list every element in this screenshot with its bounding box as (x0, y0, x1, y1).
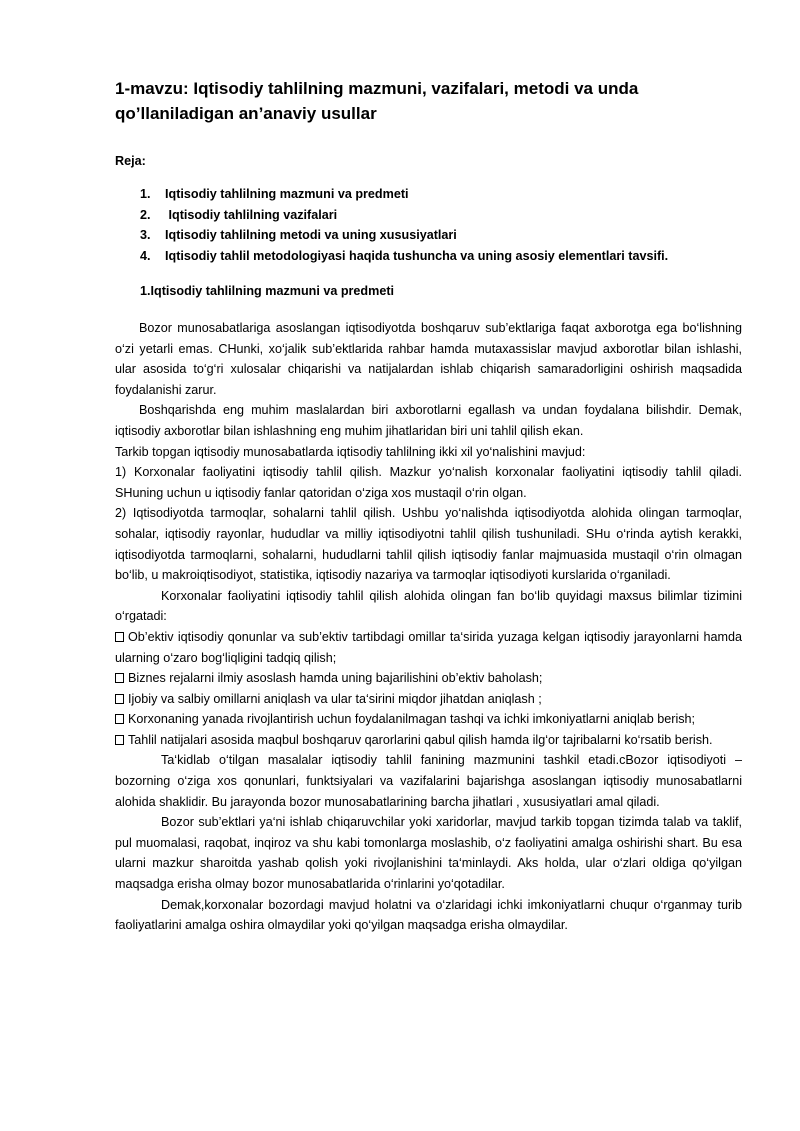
plan-label: Reja: (115, 154, 146, 168)
bullet-text: Ijobiy va salbiy omillarni aniqlash va ular ta‘sirini miqdor jihatdan aniqlash ; (128, 691, 542, 706)
body-text (115, 318, 742, 936)
document-title: 1-mavzu: Iqtisodiy tahlilning mazmuni, vazifalari, metodi va unda qo’llaniladigan an’anaviy usullar (115, 79, 639, 123)
bullet-box-icon (115, 694, 124, 704)
plan-item (115, 184, 742, 205)
section-heading: 1.Iqtisodiy tahlilning mazmuni va predmeti (140, 284, 395, 298)
bullet-box-icon (115, 632, 124, 642)
bullet-box-icon (115, 673, 124, 683)
bullet-box-icon (115, 735, 124, 745)
plan-item-text: Iqtisodiy tahlilning mazmuni va predmeti (165, 187, 409, 201)
bullet-item (115, 668, 742, 689)
bullet-item (115, 627, 742, 668)
bullet-text: Korxonaning yanada rivojlantirish uchun foydalanilmagan tashqi va ichki imkoniyatlarni aniqlab berish; (128, 712, 696, 727)
bullet-item (115, 709, 742, 730)
paragraph: Bozor munosabatlariga asoslangan iqtisodiyotda boshqaruv sub’ektlariga faqat axborotga ega bo‘lishning o‘zi yetarli emas. CHunki, xo‘jalik sub’ektlarida rahbar hamda mutaxassislar mavjud axborotlar bilan ishlashi, ular asosida to‘g‘ri xulosalar chiqarishi va natijalardan ishlab chiqarish samaradorligini oshirish maqsadida foydalanishi zarur. (115, 321, 742, 397)
paragraph: Bozor sub’ektlari ya‘ni ishlab chiqaruvchilar yoki xaridorlar, mavjud tarkib topgan tizimda talab va taklif, pul muomalasi, raqobat, inqiroz va shu kabi tomonlarga moslashib, o‘z faoliyatini amalga oshirishi shart. Bu esa ularni mazkur sharoitda yashab qolish yoki rivojlanishini ta‘minlaydi. Aks holda, ular o‘zlari oldiga qo‘yilgan maqsadga erisha olmay bozor munosabatlarida o‘rinlarini yo‘qotadilar. (115, 815, 742, 892)
paragraph: Boshqarishda eng muhim maslalardan biri axborotlarni egallash va undan foydalana bilishdir. Demak, iqtisodiy axborotlar bilan ishlashning eng muhim jihatlaridan biri uni tahlil qilish ekan. (115, 403, 742, 438)
paragraph: 1) Korxonalar faoliyatini iqtisodiy tahlil qilish. Mazkur yo‘nalish korxonalar faoliyatini iqtisodiy tahlil qiladi. SHuning uchun u iqtisodiy fanlar qatoridan o‘ziga xos mustaqil o‘rin olgan. (115, 465, 742, 500)
plan-item-text: Iqtisodiy tahlil metodologiyasi haqida tushuncha va uning asosiy elementlari tavsifi. (165, 248, 669, 263)
bullet-text: Biznes rejalarni ilmiy asoslash hamda uning bajarilishini ob’ektiv baholash; (128, 671, 543, 686)
plan-item-number: 4. (140, 248, 151, 263)
plan-item-text: Iqtisodiy tahlilning metodi va uning xususiyatlari (165, 228, 457, 242)
paragraph: Korxonalar faoliyatini iqtisodiy tahlil qilish alohida olingan fan bo‘lib quyidagi maxsus bilimlar tizimini o‘rgatadi: (115, 588, 742, 624)
bullet-box-icon (115, 714, 124, 724)
plan-item (115, 246, 742, 267)
plan-item-number: 3. (140, 228, 151, 242)
plan-item-number: 1. (140, 187, 151, 201)
plan-list (115, 184, 742, 266)
paragraph: Ta‘kidlab o‘tilgan masalalar iqtisodiy tahlil fanining mazmunini tashkil etadi.cBozor iqtisodiyoti – bozorning o‘ziga xos qonunlari, funktsiyalari va vazifalarini bajarishga asoslangan iqtisodiy munosabatlarni alohida shaklidir. Bu jarayonda bozor munosabatlarining barcha jihatlari , xususiyatlari amal qiladi. (115, 753, 742, 809)
bullet-text: Ob’ektiv iqtisodiy qonunlar va sub’ektiv tartibdagi omillar ta‘sirida yuzaga kelgan iqtisodiy jarayonlarni hamda ularning o‘zaro bog‘liqligini tadqiq qilish; (115, 629, 742, 665)
plan-item (115, 225, 742, 246)
plan-item-number: 2. (140, 207, 151, 222)
paragraph: Tarkib topgan iqtisodiy munosabatlarda iqtisodiy tahlilning ikki xil yo‘nalishini mavjud: (115, 444, 586, 459)
bullet-item (115, 689, 742, 710)
paragraph: Demak,korxonalar bozordagi mavjud holatni va o‘zlaridagi ichki imkoniyatlarni chuqur o‘rganmay turib faoliyatlarini amalga oshira olmaydilar yoki qo‘yilgan maqsadga erisha olmaydilar. (115, 897, 742, 933)
paragraph: 2) Iqtisodiyotda tarmoqlar, sohalarni tahlil qilish. Ushbu yo‘nalishda iqtisodiyotda alohida olingan tarmoqlar, sohalar, iqtisodiy rayonlar, hududlar va milliy iqtisodiyotni tahlil qilish tushuniladi. SHu o‘rinda aytish kerakki, iqtisodiyotda tarmoqlarni, sohalarni, hududlarni tahlil qilish iqtisodiy fanlar majmuasida mustaqil o‘rin olmagan bo‘lib, u makroiqtisodiyot, statistika, iqtisodiy nazariya va tarmoqlar iqtisodiyoti kurslarida o‘rganiladi. (115, 506, 742, 583)
bullet-item (115, 730, 742, 751)
plan-item (115, 205, 742, 226)
plan-item-text: Iqtisodiy tahlilning vazifalari (165, 207, 338, 222)
document-page (115, 76, 742, 936)
bullet-text: Tahlil natijalari asosida maqbul boshqaruv qarorlarini qabul qilish hamda ilg‘or tajribalarni ko‘rsatib berish. (128, 732, 713, 747)
